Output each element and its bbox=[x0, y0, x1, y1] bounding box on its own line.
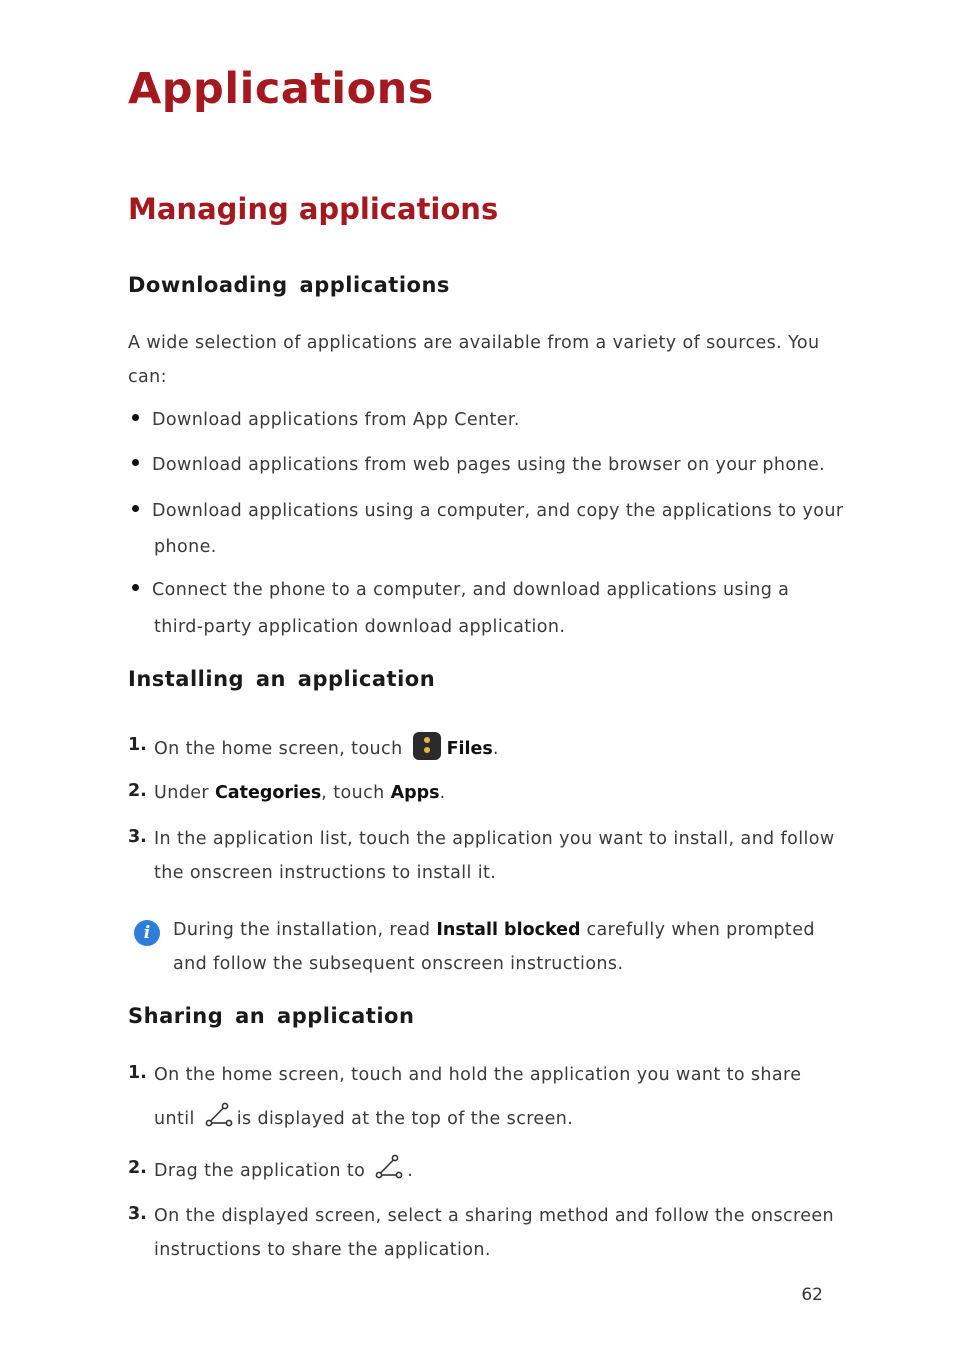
downloading-intro-line2: can: bbox=[128, 367, 167, 387]
bullet-item-4: Connect the phone to a computer, and download applications using a bbox=[152, 580, 790, 600]
share-step-1-cont: until is displayed at the top of the screen. bbox=[154, 1106, 573, 1132]
step-number: 2. bbox=[128, 781, 147, 801]
sharing-heading: Sharing an application bbox=[128, 1004, 415, 1028]
share-icon bbox=[205, 1102, 233, 1128]
bullet-item-1: Download applications from App Center. bbox=[152, 410, 520, 430]
step-number: 1. bbox=[128, 735, 147, 755]
share-icon bbox=[375, 1154, 403, 1180]
bullet-icon bbox=[132, 505, 139, 512]
install-step-2: Under Categories, touch Apps. bbox=[154, 783, 446, 803]
bullet-icon bbox=[132, 584, 139, 591]
bullet-icon bbox=[132, 414, 139, 421]
share-step-1: On the home screen, touch and hold the application you want to share bbox=[154, 1065, 802, 1085]
share-step-3-cont: instructions to share the application. bbox=[154, 1240, 491, 1260]
section-title: Managing applications bbox=[128, 192, 499, 226]
page-title: Applications bbox=[128, 64, 434, 114]
downloading-intro-line1: A wide selection of applications are available from a variety of sources. You bbox=[128, 333, 820, 353]
step-number: 1. bbox=[128, 1063, 147, 1083]
share-step-2: Drag the application to . bbox=[154, 1158, 413, 1184]
page-number: 62 bbox=[801, 1285, 823, 1305]
install-note-cont: and follow the subsequent onscreen instructions. bbox=[173, 954, 624, 974]
bullet-icon bbox=[132, 459, 139, 466]
installing-heading: Installing an application bbox=[128, 667, 436, 691]
step-number: 3. bbox=[128, 827, 147, 847]
bullet-item-4-cont: third-party application download application. bbox=[154, 617, 566, 637]
info-icon: i bbox=[134, 920, 160, 946]
bullet-item-2: Download applications from web pages using the browser on your phone. bbox=[152, 455, 826, 475]
step-number: 3. bbox=[128, 1204, 147, 1224]
downloading-heading: Downloading applications bbox=[128, 273, 450, 297]
install-step-3-cont: the onscreen instructions to install it. bbox=[154, 863, 497, 883]
install-step-3: In the application list, touch the application you want to install, and follow bbox=[154, 829, 835, 849]
files-app-icon bbox=[413, 732, 441, 760]
bullet-item-3-cont: phone. bbox=[154, 537, 217, 557]
install-step-1: On the home screen, touch Files. bbox=[154, 735, 499, 763]
share-step-3: On the displayed screen, select a sharing method and follow the onscreen bbox=[154, 1206, 835, 1226]
bullet-item-3: Download applications using a computer, and copy the applications to your bbox=[152, 501, 844, 521]
install-note: During the installation, read Install blocked carefully when prompted bbox=[173, 920, 815, 940]
step-number: 2. bbox=[128, 1158, 147, 1178]
